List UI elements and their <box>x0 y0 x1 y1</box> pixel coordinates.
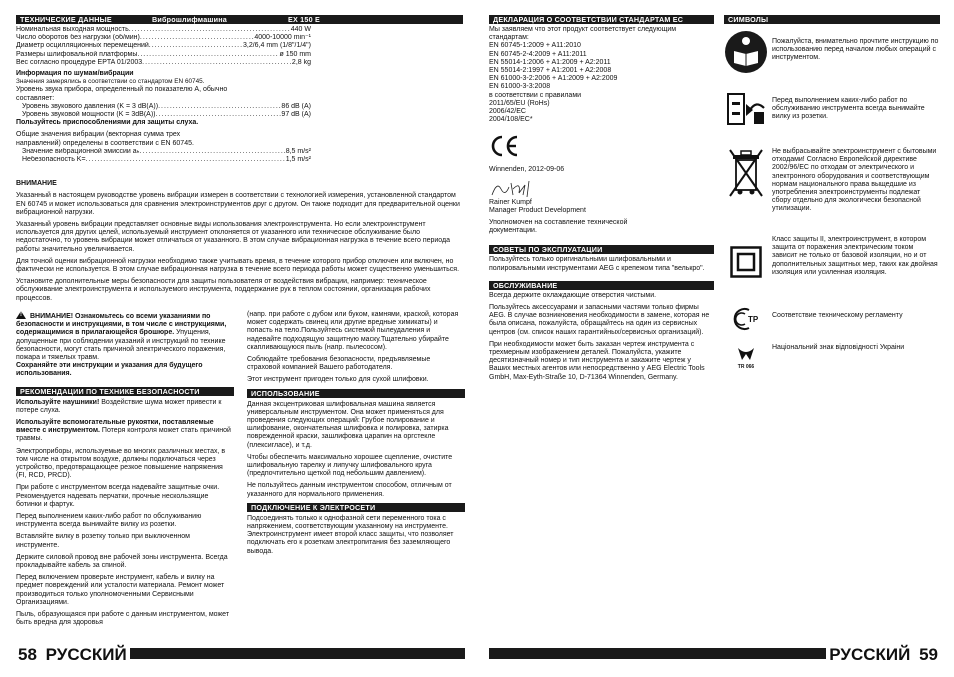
safety-c2-p1: (напр. при работе с дубом или буком, камнями, краской, которая может содержать свинец или другие вредные химикаты) и попасть на тело.Пользуйтесь системой пылеудаления и надевайте подходящую защитную маску.Тщательно убирайте скапливающуюся пыль (напр. пылесосом). <box>247 311 459 351</box>
noise-intro: Значения замерялись в соответствии со стандартом EN 60745. <box>16 78 205 86</box>
left-footer <box>16 646 130 664</box>
spec-value: 3,2/6,4 mm (1/8"/1/4") <box>243 42 311 50</box>
sym-header: СИМВОЛЫ <box>724 15 940 24</box>
decl-rules: в соответствии с правилами <box>489 91 582 99</box>
decl-standard: EN 61000-3-2:2006 + A1:2009 + A2:2009 <box>489 75 618 83</box>
tech-model-text: EX 150 E <box>288 15 320 24</box>
decl-directive: 2006/42/EC <box>489 108 526 116</box>
spec-value: 4000-10000 min⁻¹ <box>254 34 311 42</box>
usage-p1: Данная эксцентриковая шлифовальная машина является универсальным инструментом. Она может применяться для проведения следующих операций: Грубое полирование и шлифование, окончательная шлифовка и полировка, затирка поврежденной краски, зашлифовка царапин на оргстекле (плексигласе), и т.д. <box>247 400 449 449</box>
warning-bold: ВНИМАНИЕ! Ознакомьтесь со всеми указаниями по безопасности и инструкциями, в том числе с инструкциями, содержащимися в прилагающейся брошюре. <box>16 313 227 337</box>
left-page-lang: РУССКИЙ <box>45 645 127 664</box>
maint-p2: Пользуйтесь аксессуарами и запасными частями только фирмы AEG. В случае возникновения необходимости в замене, которая не была описана, пожалуйста, обращайтесь на один из сервисных центров (см. список наших гарантийных/сервисных организаций). <box>489 304 710 336</box>
symbol-text-3: Класс защиты II, электроинструмент, в котором защита от поражения электрическим током зависит не только от базовой изоляции, но и от дополнительных защитных мер, таких как двойная изоляция или усиленная изоляция. <box>772 236 938 276</box>
leader-dots <box>149 42 243 50</box>
spec-value: 440 W <box>290 26 311 33</box>
safety-p9: Пыль, образующаяся при работе с данным инструментом, может быть вредна для здоровья <box>16 611 230 627</box>
symbol-weee <box>724 144 940 230</box>
weee-bin-icon <box>724 144 768 204</box>
leader-dots <box>129 26 291 34</box>
noise-title: Информация по шумам/вибрации <box>16 69 134 77</box>
warning-block <box>16 311 234 379</box>
safety-p7: Держите силовой провод вне рабочей зоны инструмента. Всегда прокладывайте кабель за спиной. <box>16 553 228 570</box>
decl-standard: EN 60745-2-4:2009 + A11:2011 <box>489 50 587 58</box>
attention-p1: Указанный в настоящем руководстве уровень вибрации измерен в соответствии с технологией измерения, установленной стандартом EN 60745 и может использоваться для сравнения электроинструментов друг с другом. Он также подходит для предварительной оценки вибрационной нагрузки. <box>16 192 460 216</box>
right-page-number: 59 <box>919 645 938 664</box>
safety-p8: Перед включением проверьте инструмент, кабель и вилку на предмет повреждений или усталости материала. Ремонт может производиться только уполномоченными Сервисными Организациями. <box>16 574 225 606</box>
decl-directive: 2011/65/EU (RoHs) <box>489 99 550 107</box>
tech-data-header <box>16 15 463 24</box>
spec-label: Номинальная выходная мощность <box>16 26 129 33</box>
ce-mark <box>489 130 714 162</box>
noise-rows <box>16 103 311 119</box>
spec-row <box>16 26 311 34</box>
safety-c2-p3: Этот инструмент пригоден только для сухой шлифовки. <box>247 376 429 384</box>
vib-row <box>22 156 311 164</box>
unplug-icon <box>724 88 768 132</box>
attention-p2: Указанный уровень вибрации представляет основные виды использования электроинструмента. Но если электроинструмент используется для других целей, используемый инструмент отклоняется от указанного или техническое обслуживание было недостаточно, то уровень вибрации может отличаться от указанного. В этом случае вибрационная нагрузка в течение всего периода работы значительно увеличивается. <box>16 220 451 253</box>
spec-label: Число оборотов без нагрузки (об/мин) <box>16 34 140 42</box>
spec-label: Размеры шлифовальной платформы <box>16 50 138 58</box>
noise-protect: Пользуйтесь приспособлениями для защиты слуха. <box>16 119 199 127</box>
safety-p3: Электроприборы, используемые во многих различных местах, в том числе на открытом воздухе, должны подключаться через устройство, предотвращающее резкое повышение напряжения (FI, RCD, PRCD). <box>16 447 226 480</box>
spec-label: Вес согласно процедуре EPTA 01/2003 <box>16 58 143 66</box>
right-page-lang: РУССКИЙ <box>829 645 911 664</box>
spec-label: Диаметр осцилляционных перемещений <box>16 42 149 50</box>
vib-value: 8,5 m/s² <box>285 147 311 155</box>
attention-title: ВНИМАНИЕ <box>16 180 57 188</box>
leader-dots <box>140 148 286 156</box>
noise-block <box>16 70 311 164</box>
spec-row <box>16 59 311 67</box>
signature <box>489 179 714 199</box>
left-page-number: 58 <box>18 645 37 664</box>
noise-level: Уровень звука прибора, определенный по показателю A, обычно составляет: <box>16 86 228 102</box>
tech-header-text: ТЕХНИЧЕСКИЕ ДАННЫЕ <box>20 15 112 24</box>
vib-intro: Общие значения вибрации (векторная сумма трех направлений) определены в соответствии с EN 60745. <box>16 131 194 147</box>
right-col-b <box>724 15 940 382</box>
read-manual-icon <box>724 30 768 74</box>
maint-p3: При необходимости может быть заказан чертеж инструмента с трехмерным изображением деталей. Пожалуйста, укажите десятизначный номер и тип инструмента и закажите чертеж у Ваших местных агентов или непосредственно у AEG Electric Tools GmbH, Max-Eyth-Straße 10, D-71364 Winnenden, Germany. <box>489 340 705 381</box>
decl-place: Winnenden, 2012-09-06 <box>489 166 565 174</box>
spec-value: ø 150 mm <box>279 50 311 58</box>
spec-value: 2,8 kg <box>291 58 311 66</box>
symbol-text-0: Пожалуйста, внимательно прочтите инструкцию по использованию перед началом любых операций с инструментом. <box>772 38 939 62</box>
tr-mark-icon <box>724 306 768 332</box>
safety-p5: Перед выполнением каких-либо работ по обслуживанию инструмента всегда вынимайте вилку из розетки. <box>16 513 202 529</box>
usage-header: ИСПОЛЬЗОВАНИЕ <box>247 389 465 398</box>
noise-label: Уровень звуковой мощности (K = 3dB(A)) <box>22 110 156 118</box>
symbol-text-1: Перед выполнением каких-либо работ по обслуживанию инструмента всегда вынимайте вилку из розетки. <box>772 97 925 121</box>
safety-p2: Используйте вспомогательные рукоятки, поставляемые вместе с инструментом. Потеря контроля может стать причиной травмы. <box>16 419 231 443</box>
noise-value: 86 dB (A) <box>281 102 311 110</box>
safety-c2-p2: Соблюдайте требования безопасности, предъявляемые страховой компанией Вашего работодателя. <box>247 356 431 372</box>
usage-p2: Чтобы обеспечить максимально хорошее сцепление, очистите шлифовальную тарелку и липучку шлифовального круга (предпочтительно щеткой под небольшим давлением). <box>247 453 453 478</box>
leader-dots <box>156 111 282 119</box>
attention-block <box>16 180 463 303</box>
noise-row <box>22 111 311 119</box>
warning-icon: ! <box>16 311 26 319</box>
ua-mark-text: TR 066 <box>737 364 755 370</box>
vib-label: Значение вибрационной эмиссии aₕ <box>22 147 140 155</box>
ua-mark-icon <box>724 342 768 372</box>
symbol-text-4: Соответствие техническому регламенту <box>772 312 903 319</box>
right-col-a <box>489 15 714 386</box>
decl-standard: EN 61000-3-3:2008 <box>489 83 551 91</box>
signature-icon <box>489 179 549 199</box>
leader-dots <box>142 59 292 67</box>
noise-row <box>22 103 311 111</box>
decl-standards <box>489 42 714 91</box>
right-footer <box>826 646 940 664</box>
symbol-text-5: Національний знак відповідності Украіни <box>772 344 905 351</box>
decl-auth: Уполномочен на составление технической документации. <box>489 219 628 235</box>
left-lower-col-b <box>247 311 465 560</box>
decl-standard: EN 55014-2:1997 + A1:2001 + A2:2008 <box>489 67 612 75</box>
vib-label: Небезопасность K= <box>22 155 86 163</box>
power-header: ПОДКЛЮЧЕНИЕ К ЭЛЕКТРОСЕТИ <box>247 503 465 512</box>
tr-mark-text: TP <box>748 315 759 324</box>
maint-p1: Всегда держите охлаждающие отверстия чистыми. <box>489 291 657 299</box>
ce-icon <box>489 134 519 158</box>
safety-p6: Вставляйте вилку в розетку только при выключенном инструменте. <box>16 533 190 549</box>
usage-p3: Не пользуйтесь данным инструментом способом, отличным от указанного для нормального применения. <box>247 482 452 498</box>
spec-row <box>16 42 311 50</box>
decl-directives <box>489 100 714 125</box>
attention-p3: Для точной оценки вибрационной нагрузки необходимо также учитывать время, в течение которого прибор отключен или включен, но фактически не используется. В этом случае вибрационная нагрузка в течение всего периода работы может существенно уменьшиться. <box>16 257 460 273</box>
decl-standard: EN 55014-1:2006 + A1:2009 + A2:2011 <box>489 58 611 66</box>
vib-value: 1,5 m/s² <box>285 155 311 163</box>
decl-intro: Мы заявляем что этот продукт соответствует следующим стандартам: <box>489 26 677 42</box>
spec-row <box>16 51 311 59</box>
decl-name: Rainer Kumpf <box>489 198 532 206</box>
safety-p4: При работе с инструментом всегда надевайте защитные очки. Рекомендуется надевать перчатки, прочные нескользящие ботинки и фартук. <box>16 484 220 508</box>
leader-dots <box>140 34 255 42</box>
tech-product-text: Виброшлифмашина <box>152 15 227 24</box>
decl-standard: EN 60745-1:2009 + A11:2010 <box>489 42 581 50</box>
attention-p4: Установите дополнительные меры безопасности для защиты пользователя от воздействия вибрации, например: техническое обслуживание электроинструмента и используемого инструмента, поддержание рук в теплом состоянии, организация рабочих процессов. <box>16 278 431 302</box>
leader-dots <box>158 103 281 111</box>
right-page <box>477 0 954 677</box>
symbol-read-manual <box>724 30 940 82</box>
symbol-unplug <box>724 88 940 138</box>
safety-header: РЕКОМЕНДАЦИИ ПО ТЕХНИКЕ БЕЗОПАСНОСТИ <box>16 387 234 396</box>
symbol-eac <box>724 306 940 336</box>
noise-label: Уровень звукового давления (K = 3 dB(A)) <box>22 102 159 110</box>
spec-list <box>16 26 311 67</box>
maint-header: ОБСЛУЖИВАНИЕ <box>489 281 714 290</box>
tips-header: СОВЕТЫ ПО ЭКСПЛУАТАЦИИ <box>489 245 714 254</box>
symbol-text-2: Не выбрасывайте электроинструмент с бытовыми отходами! Согласно Европейской директиве 2002/96/ЕС по отходам от электрического и электронного оборудования и соответствующим нормам национального права выщедшие из употребления электроинструменты подлежат сбору отдельно для экологически безопасной утилизации. <box>772 148 937 213</box>
tips-p1: Пользуйтесь только оригинальными шлифовальными и полировальными инструментами AEG с крепежом типа "велькро". <box>489 256 705 272</box>
safety-p1: Используйте наушники! Воздействие шума может привести к потере слуха. <box>16 398 222 414</box>
vib-row <box>22 148 311 156</box>
warning-keep: Сохраняйте эти инструкции и указания для будущего использования. <box>16 362 203 378</box>
symbol-ua <box>724 342 940 376</box>
vib-rows <box>16 148 311 164</box>
symbol-class2 <box>724 236 940 300</box>
class-ii-icon <box>724 240 768 284</box>
left-lower-col-a <box>16 311 234 632</box>
leader-dots <box>137 51 279 59</box>
warning-rest: Упущения, допущенные при соблюдении указаний и инструкций по технике безопасности, могут стать причиной электрического поражения, пожара и тяжелых травм. <box>16 329 226 362</box>
spec-row <box>16 34 311 42</box>
noise-value: 97 dB (A) <box>281 110 311 118</box>
decl-header: ДЕКЛАРАЦИЯ О СООТВЕТСТВИИ СТАНДАРТАМ ЕС <box>489 15 714 24</box>
left-column-main <box>16 15 463 307</box>
leader-dots <box>86 156 286 164</box>
power-p1: Подсоединять только к однофазной сети переменного тока с напряжением, соответствующим указанному на инструменте. Электроинструмент имеет второй класс защиты, что позволяет подключать его к розеткам электропитания без заземляющего вывода. <box>247 514 454 555</box>
decl-role: Manager Product Development <box>489 206 586 214</box>
decl-directive: 2004/108/EC* <box>489 116 533 124</box>
